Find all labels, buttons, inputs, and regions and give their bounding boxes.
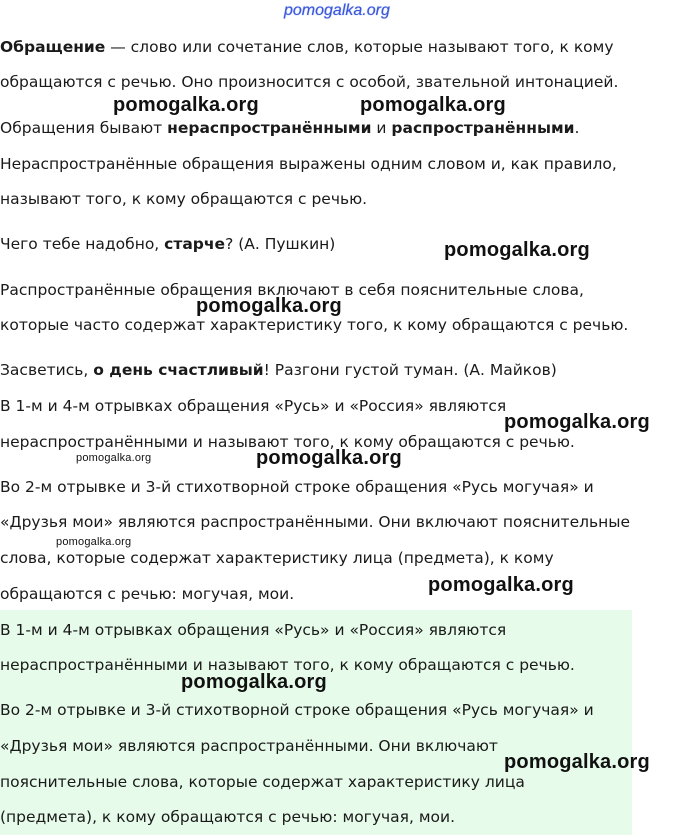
types-middle: и [371, 119, 392, 137]
unextended-line-1: Нераспространённые обращения выражены одним словом и, как правило, [0, 155, 617, 173]
highlighted-line-4: «Друзья мои» являются распространёнными. Они включают [0, 737, 498, 755]
answer-line-1: В 1-м и 4-м отрывках обращения «Русь» и «Россия» являются [0, 397, 507, 415]
answer-line-5: слова, которые содержат характеристику лица (предмета), к кому [0, 549, 554, 567]
watermark-text: pomogalka.org [428, 574, 574, 596]
answer-line-2: нераспространёнными и называют того, к кому обращаются с речью. [0, 433, 575, 451]
watermark-text: pomogalka.org [504, 411, 650, 433]
highlighted-line-5: пояснительные слова, которые содержат характеристику лица [0, 773, 525, 791]
answer-line-4: «Друзья мои» являются распространёнными. Они включают пояснительные [0, 513, 631, 531]
example-1-bold: старче [164, 235, 226, 253]
types-line [0, 118, 579, 138]
types-bold-2: распространёнными [391, 119, 575, 137]
example-1-suffix: ? (А. Пушкин) [225, 235, 336, 253]
types-prefix: Обращения бывают [0, 119, 168, 137]
extended-line-1: Распространённые обращения включают в себя пояснительные слова, [0, 281, 584, 299]
highlighted-line-1: В 1-м и 4-м отрывках обращения «Русь» и «Россия» являются [0, 621, 507, 639]
highlighted-line-2: нераспространёнными и называют того, к кому обращаются с речью. [0, 656, 575, 674]
types-bold-1: нераспространёнными [167, 119, 372, 137]
unextended-line-2: называют того, к кому обращаются с речью. [0, 190, 368, 208]
example-1-prefix: Чего тебе надобно, [0, 235, 165, 253]
watermark-text: pomogalka.org [181, 671, 327, 693]
definition-line-2: обращаются с речью. Оно произносится с особой, звательной интонацией. [0, 73, 619, 91]
example-2 [0, 360, 557, 380]
example-2-suffix: ! Разгони густой туман. (А. Майков) [263, 361, 557, 379]
watermark-text: pomogalka.org [360, 94, 506, 116]
highlighted-answer-block [0, 610, 632, 835]
answer-line-6: обращаются с речью: могучая, мои. [0, 585, 295, 603]
example-2-prefix: Засветись, [0, 361, 94, 379]
highlighted-line-3: Во 2-м отрывке и 3-й стихотворной строке обращения «Русь могучая» и [0, 701, 594, 719]
highlighted-line-6: (предмета), к кому обращаются с речью: могучая, мои. [0, 808, 456, 826]
definition-term: Обращение [0, 38, 106, 56]
site-watermark-top[interactable]: pomogalka.org [284, 2, 390, 19]
answer-line-3: Во 2-м отрывке и 3-й стихотворной строке обращения «Русь могучая» и [0, 478, 594, 496]
example-2-bold: о день счастливый [93, 361, 264, 379]
extended-line-2: которые часто содержат характеристику того, к кому обращаются с речью. [0, 316, 629, 334]
watermark-text: pomogalka.org [56, 536, 132, 548]
watermark-text: pomogalka.org [444, 239, 590, 261]
definition-text: — слово или сочетание слов, которые называют того, к кому [105, 38, 614, 56]
watermark-text: pomogalka.org [256, 447, 402, 469]
watermark-text: pomogalka.org [113, 94, 259, 116]
types-suffix: . [574, 119, 580, 137]
watermark-text: pomogalka.org [504, 751, 650, 773]
watermark-text: pomogalka.org [76, 452, 152, 464]
example-1 [0, 234, 335, 254]
definition-line-1 [0, 37, 614, 57]
watermark-text: pomogalka.org [196, 295, 342, 317]
